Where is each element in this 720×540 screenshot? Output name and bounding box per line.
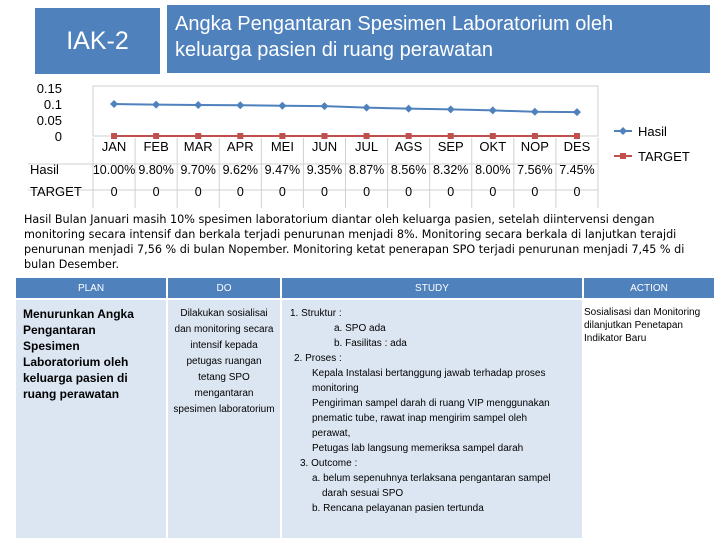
x-tick-label: JAN [101, 139, 127, 154]
study-line: b. Rencana pelayanan pasien tertunda [312, 503, 484, 514]
table-value: 8.32% [432, 163, 469, 177]
table-value: 9.80% [138, 163, 174, 177]
study-line: b. Fasilitas : ada [334, 338, 407, 349]
table-value: 9.35% [306, 163, 343, 177]
indicator-code-box [35, 8, 160, 74]
action-text: Sosialisasi dan Monitoring dilanjutkan Penetapan Indikator Baru [584, 307, 701, 344]
table-value: 0 [531, 185, 539, 199]
table-row-label: Hasil [30, 162, 59, 177]
study-line: Pengiriman sampel darah di ruang VIP menggunakan [312, 398, 550, 409]
x-tick-label: FEB [143, 139, 169, 154]
do-header: DO [168, 278, 280, 298]
x-tick-label: AGS [394, 139, 423, 154]
data-point [153, 133, 159, 139]
study-line: 1. Struktur : [290, 308, 342, 319]
y-tick-label: 0 [54, 129, 62, 144]
table-value: 8.56% [390, 163, 427, 177]
study-line: Petugas lab langsung memeriksa sampel darah [312, 443, 524, 454]
y-tick-label: 0.15 [36, 81, 62, 96]
table-value: 9.47% [264, 163, 301, 177]
data-point [111, 133, 117, 139]
data-point [279, 133, 285, 139]
legend-label: Hasil [638, 124, 667, 139]
study-line: 2. Proses : [294, 353, 342, 364]
table-value: 0 [405, 185, 413, 199]
x-tick-label: JUN [311, 139, 338, 154]
data-point [321, 133, 327, 139]
pdsa-table [16, 278, 714, 538]
data-point [532, 133, 538, 139]
plan-text: Menurunkan Angka Pengantaran Spesimen Laboratorium oleh keluarga pasien di ruang perawatan [23, 307, 134, 401]
x-tick-label: DES [563, 139, 591, 154]
title-line-2: keluarga pasien di ruang perawatan [175, 39, 493, 61]
table-value: 10.00% [92, 163, 136, 177]
study-line: darah sesuai SPO [322, 488, 404, 499]
y-tick-label: 0.05 [36, 113, 62, 128]
table-value: 8.87% [348, 163, 385, 177]
x-tick-label: NOP [520, 139, 549, 154]
legend-marker [619, 127, 627, 135]
data-point [406, 133, 412, 139]
table-value: 7.45% [559, 163, 595, 177]
table-row-label: TARGET [30, 184, 82, 199]
table-value: 9.62% [222, 163, 259, 177]
do-text: Dilakukan sosialisai dan monitoring secara intensif kepada petugas ruangan tetang SPO mengantaran spesimen laboratorium [173, 308, 275, 415]
study-line: perawat, [312, 428, 351, 439]
table-value: 0 [194, 185, 202, 199]
plan-header: PLAN [16, 278, 166, 298]
study-line: 3. Outcome : [300, 458, 358, 469]
title-line-1: Angka Pengantaran Spesimen Laboratorium oleh [175, 13, 614, 35]
table-value: 0 [489, 185, 497, 199]
legend-label: TARGET [638, 149, 690, 164]
table-value: 0 [236, 185, 244, 199]
title-box [167, 5, 710, 73]
indicator-code: IAK-2 [66, 26, 129, 55]
data-point [490, 133, 496, 139]
study-line: monitoring [312, 383, 359, 394]
data-point [237, 133, 243, 139]
x-tick-label: JUL [354, 139, 379, 154]
study-line: pnematic tube, rawat inap mengirim sampel oleh [312, 413, 528, 424]
study-line: a. SPO ada [334, 323, 386, 334]
table-value: 9.70% [180, 163, 216, 177]
table-value: 7.56% [517, 163, 553, 177]
table-value: 0 [152, 185, 160, 199]
study-text [282, 306, 582, 516]
study-line: a. belum sepenuhnya terlaksana pengantaran sampel [312, 473, 551, 484]
table-value: 0 [447, 185, 455, 199]
line-chart [0, 76, 720, 208]
study-header: STUDY [282, 278, 582, 298]
x-tick-label: APR [226, 139, 254, 154]
action-header: ACTION [584, 278, 714, 298]
study-line: Kepala Instalasi bertanggung jawab terhadap proses [312, 368, 546, 379]
data-point [574, 133, 580, 139]
data-point [448, 133, 454, 139]
x-tick-label: OKT [479, 139, 507, 154]
table-value: 0 [363, 185, 371, 199]
x-tick-label: SEP [437, 139, 464, 154]
description-text: Hasil Bulan Januari masih 10% spesimen laboratorium diantar oleh keluarga pasien, setelah diintervensi dengan monitoring secara intensif dan berkala terjadi penurunan menjadi 8%. Monitoring secara berkala di lanjutkan terajdi penurunan menjadi 7,56 % di bulan Nopember. Monitoring ketat penerapan SPO terjadi penurunan menjadi 7,45 % di bulan Desember. [24, 213, 685, 271]
table-value: 0 [278, 185, 286, 199]
table-value: 0 [573, 185, 581, 199]
x-tick-label: MAR [183, 139, 213, 154]
data-point [195, 133, 201, 139]
legend-marker [620, 153, 626, 159]
table-value: 0 [110, 185, 118, 199]
table-value: 0 [320, 185, 328, 199]
x-tick-label: MEI [270, 139, 294, 154]
data-point [364, 133, 370, 139]
table-value: 8.00% [475, 163, 511, 177]
y-tick-label: 0.1 [43, 97, 62, 112]
